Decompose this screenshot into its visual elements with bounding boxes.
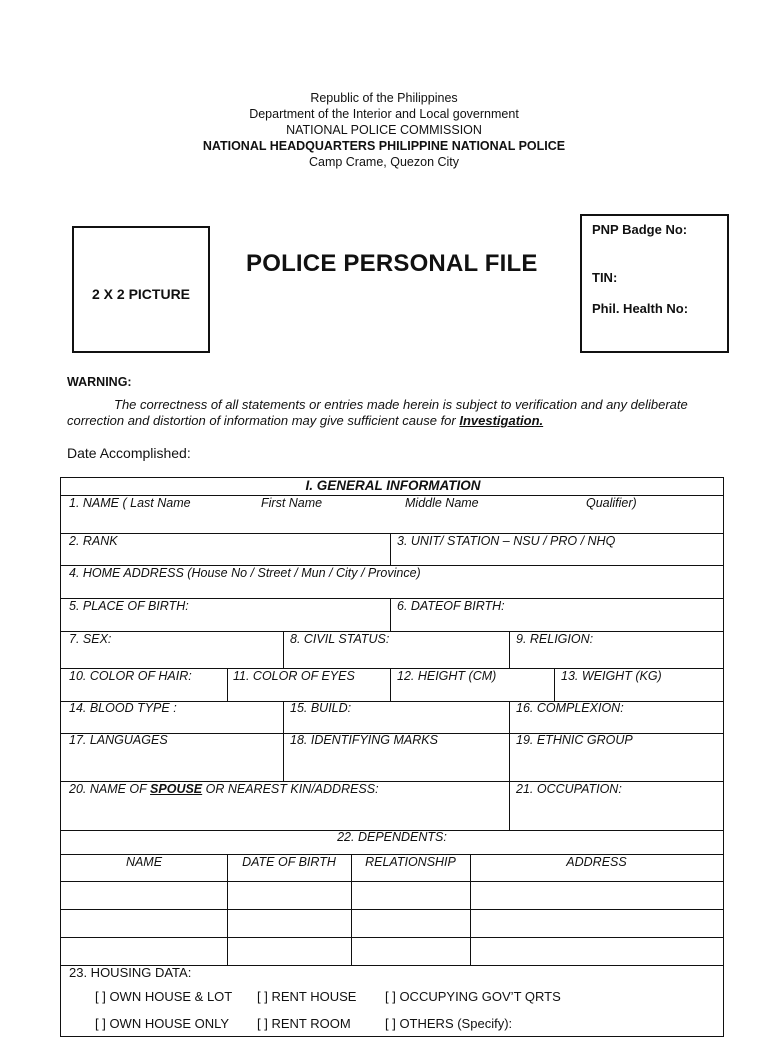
warning-emphasis: Investigation. (459, 413, 544, 428)
own-house-only-checkbox[interactable]: [ ] OWN HOUSE ONLY (95, 1016, 230, 1031)
own-house-lot-checkbox[interactable]: [ ] OWN HOUSE & LOT (95, 989, 233, 1004)
header-department: Department of the Interior and Local government (249, 107, 519, 121)
complexion-label: 16. COMPLEXION: (516, 701, 624, 715)
tin-label: TIN: (592, 270, 618, 285)
unit-station-label: 3. UNIT/ STATION – NSU / PRO / NHQ (397, 534, 616, 548)
rank-label: 2. RANK (69, 534, 118, 548)
spouse-suffix: OR NEAREST KIN/ADDRESS: (202, 782, 379, 796)
first-name-label: First Name (261, 496, 323, 510)
identifying-marks-label: 18. IDENTIFYING MARKS (290, 733, 438, 747)
dependents-col-dob: DATE OF BIRTH (242, 855, 336, 869)
warning-heading: WARNING: (67, 375, 132, 389)
qualifier-label: Qualifier) (586, 496, 637, 510)
dependents-col-name: NAME (125, 855, 163, 869)
spouse-prefix: 20. NAME OF (69, 782, 151, 796)
header-location: Camp Crame, Quezon City (308, 155, 460, 169)
spouse-kin-label (69, 782, 379, 796)
picture-label: 2 X 2 PICTURE (91, 286, 191, 302)
date-accomplished-label: Date Accomplished: (67, 445, 191, 461)
rent-room-checkbox[interactable]: [ ] RENT ROOM (257, 1016, 351, 1031)
govt-quarters-checkbox[interactable]: [ ] OCCUPYING GOV’T QRTS (385, 989, 561, 1004)
blood-type-label: 14. BLOOD TYPE : (69, 701, 177, 715)
badge-no-label: PNP Badge No: (592, 222, 688, 237)
page-title: POLICE PERSONAL FILE (246, 250, 538, 277)
ethnic-group-label: 19. ETHNIC GROUP (516, 733, 633, 747)
id-box (580, 214, 729, 353)
rent-house-checkbox[interactable]: [ ] RENT HOUSE (257, 989, 357, 1004)
warning-text (67, 397, 729, 429)
home-address-label: 4. HOME ADDRESS (House No / Street / Mun / City / Province) (69, 566, 421, 580)
others-specify-checkbox[interactable]: [ ] OTHERS (Specify): (385, 1016, 513, 1031)
header-napolcom: NATIONAL POLICE COMMISSION (286, 123, 482, 137)
height-label: 12. HEIGHT (CM) (397, 669, 497, 683)
date-of-birth-label: 6. DATEOF BIRTH: (397, 599, 505, 613)
picture-box (72, 226, 210, 353)
occupation-label: 21. OCCUPATION: (516, 782, 622, 796)
middle-name-label: Middle Name (405, 496, 479, 510)
dependents-col-relationship: RELATIONSHIP (365, 855, 456, 869)
languages-label: 17. LANGUAGES (69, 733, 168, 747)
warning-body: The correctness of all statements or entries made herein is subject to verification and any deliberate correction and distortion of information may give sufficient cause for (67, 397, 688, 428)
section-title: I. GENERAL INFORMATION (305, 478, 481, 493)
spouse-word: SPOUSE (150, 782, 203, 796)
civil-status-label: 8. CIVIL STATUS: (290, 632, 390, 646)
religion-label: 9. RELIGION: (516, 632, 594, 646)
dependents-col-address: ADDRESS (566, 855, 627, 869)
build-label: 15. BUILD: (290, 701, 352, 715)
dependents-title: 22. DEPENDENTS: (337, 830, 447, 844)
housing-data-label: 23. HOUSING DATA: (69, 965, 192, 980)
color-of-hair-label: 10. COLOR OF HAIR: (69, 669, 192, 683)
general-information-form (60, 477, 724, 1037)
weight-label: 13. WEIGHT (KG) (561, 669, 662, 683)
phil-health-label: Phil. Health No: (592, 301, 689, 316)
header-republic: Republic of the Philippines (310, 91, 458, 105)
place-of-birth-label: 5. PLACE OF BIRTH: (69, 599, 189, 613)
name-label: 1. NAME ( Last Name (69, 496, 191, 510)
sex-label: 7. SEX: (69, 632, 112, 646)
header-nhq: NATIONAL HEADQUARTERS PHILIPPINE NATIONAL POLICE (202, 139, 566, 153)
color-of-eyes-label: 11. COLOR OF EYES (233, 669, 355, 683)
